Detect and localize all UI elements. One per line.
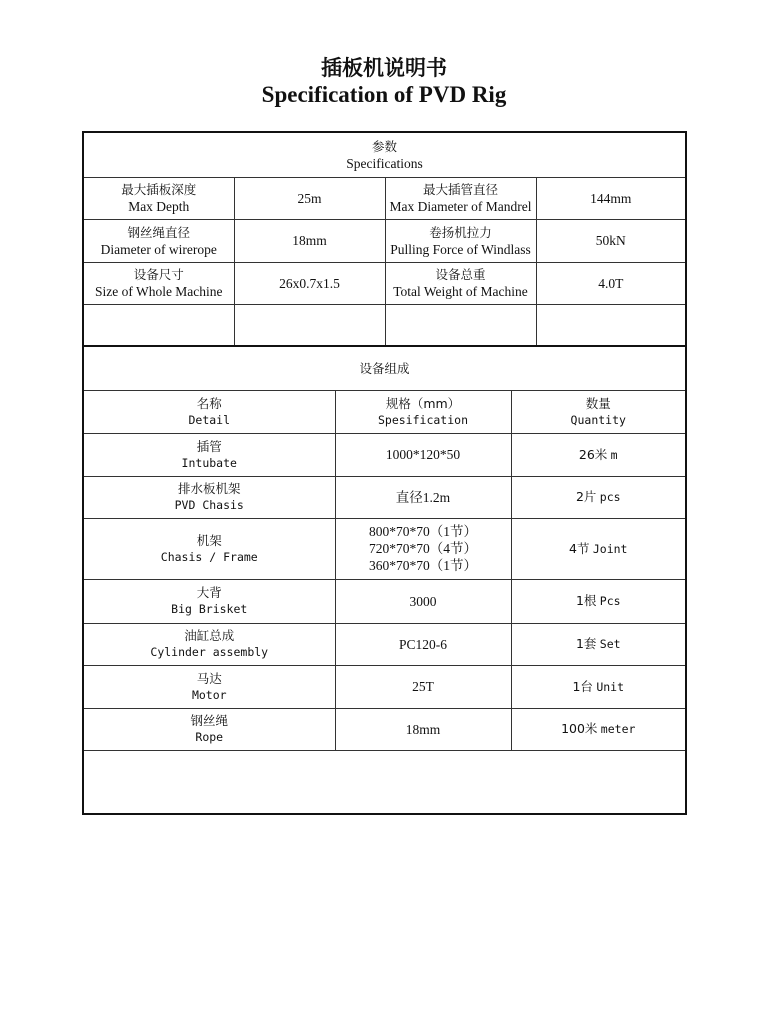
specifications-header [84, 133, 685, 177]
column-header-zh: 名称 [196, 395, 222, 411]
quantity-unit: m [610, 447, 618, 462]
component-name [84, 665, 335, 708]
component-spec [335, 708, 511, 750]
table-row [84, 665, 685, 708]
spec-value-text: 26x0.7x1.5 [279, 275, 340, 291]
spec-value [536, 219, 685, 262]
spec-value-text: 18mm [292, 233, 327, 248]
spec-label-en: Size of Whole Machine [94, 284, 223, 299]
spec-value-text: 25m [297, 190, 322, 206]
column-header-specification [335, 390, 511, 433]
table-row [84, 476, 685, 518]
component-name-en: Motor [191, 687, 227, 702]
component-name [84, 476, 335, 518]
empty-cell [234, 304, 385, 346]
component-name [84, 579, 335, 623]
column-header-zh: 数量 [585, 395, 611, 411]
quantity-number: 2片 [575, 489, 597, 504]
component-name-en: Chasis / Frame [160, 549, 258, 564]
component-spec [335, 623, 511, 665]
empty-cell [536, 304, 685, 346]
component-spec-line: 1000*120*50 [385, 447, 461, 462]
column-header-zh: 规格（mm） [385, 395, 461, 411]
components-table [84, 347, 685, 815]
spec-label-en: Pulling Force of Windlass [390, 241, 531, 257]
spec-value [234, 177, 385, 219]
component-spec [335, 476, 511, 518]
specifications-table [84, 133, 685, 347]
empty-cell [84, 750, 685, 815]
component-spec-line: 18mm [405, 721, 441, 737]
spec-value [234, 219, 385, 262]
components-empty-row [84, 750, 685, 815]
component-spec-line: 720*70*70（4节） [369, 541, 477, 556]
document-title-zh: 插板机说明书 [321, 56, 447, 80]
component-spec [335, 433, 511, 476]
spec-row [84, 177, 685, 219]
component-quantity [511, 708, 685, 750]
component-name-en: Cylinder assembly [150, 645, 269, 659]
component-quantity [511, 665, 685, 708]
column-header-detail [84, 390, 335, 433]
spec-value [234, 262, 385, 304]
spec-label [385, 219, 536, 262]
spec-label [84, 262, 234, 304]
column-header-en: Quantity [570, 412, 626, 427]
spec-value [536, 262, 685, 304]
specifications-header-zh: 参数 [372, 138, 398, 154]
spec-label-zh: 钢丝绳直径 [127, 224, 190, 240]
table-row [84, 579, 685, 623]
quantity-unit: Pcs [599, 594, 621, 608]
component-name [84, 433, 335, 476]
table-row [84, 623, 685, 665]
quantity-unit: Set [599, 637, 621, 651]
spec-label [385, 262, 536, 304]
component-name-zh: 插管 [196, 438, 222, 454]
component-name-en: Intubate [181, 455, 237, 470]
component-quantity [511, 518, 685, 579]
component-quantity [511, 579, 685, 623]
spec-value-text: 144mm [590, 190, 632, 206]
quantity-number: 1套 [575, 636, 597, 651]
component-spec [335, 579, 511, 623]
component-spec-line: PC120-6 [398, 636, 447, 652]
spec-value [536, 177, 685, 219]
column-header-en: Spesification [377, 412, 468, 427]
components-header-text: 设备组成 [359, 360, 410, 376]
empty-cell [385, 304, 536, 346]
document-title-en: Specification of PVD Rig [261, 82, 507, 107]
component-name-zh: 机架 [196, 532, 222, 548]
component-spec-line: 直径1.2m [395, 489, 451, 505]
component-spec [335, 518, 511, 579]
spec-row [84, 219, 685, 262]
spec-row [84, 262, 685, 304]
component-name-zh: 大背 [196, 585, 222, 600]
spec-value-text: 50kN [595, 233, 626, 248]
quantity-number: 4节 [569, 540, 590, 556]
spec-label-en: Diameter of wirerope [100, 241, 217, 257]
component-name-zh: 钢丝绳 [190, 713, 228, 728]
component-spec-line: 800*70*70（1节） [369, 524, 477, 539]
component-name [84, 518, 335, 579]
quantity-unit: Joint [592, 541, 628, 556]
component-name-zh: 油缸总成 [184, 628, 235, 643]
table-row [84, 708, 685, 750]
component-name-en: PVD Chasis [174, 498, 244, 512]
component-quantity [511, 476, 685, 518]
specifications-header-en: Specifications [346, 155, 423, 171]
quantity-number: 1台 [572, 678, 593, 694]
components-column-headers [84, 390, 685, 433]
table-row [84, 433, 685, 476]
component-name-zh: 排水板机架 [177, 481, 241, 496]
components-header [84, 347, 685, 390]
component-spec-line: 3000 [409, 593, 437, 609]
component-quantity [511, 623, 685, 665]
quantity-number: 1根 [575, 593, 597, 608]
component-name-en: Big Brisket [171, 602, 248, 616]
spec-label [84, 219, 234, 262]
spec-label-zh: 卷扬机拉力 [429, 224, 492, 240]
component-spec-line: 360*70*70（1节） [369, 558, 477, 573]
column-header-quantity [511, 390, 685, 433]
quantity-unit: pcs [599, 490, 621, 504]
empty-cell [84, 304, 234, 346]
spec-label-en: Total Weight of Machine [393, 284, 528, 299]
quantity-unit: meter [600, 722, 636, 736]
spec-label-zh: 最大插管直径 [422, 182, 498, 197]
component-quantity [511, 433, 685, 476]
spec-label [84, 177, 234, 219]
component-name-zh: 马达 [196, 670, 222, 686]
component-spec-line: 25T [412, 679, 434, 694]
specification-sheet [82, 131, 687, 815]
column-header-en: Detail [188, 412, 231, 427]
spec-value-text: 4.0T [598, 275, 624, 291]
spec-label-en: Max Diameter of Mandrel [389, 199, 532, 214]
quantity-unit: Unit [596, 679, 625, 694]
component-name-en: Rope [195, 730, 224, 744]
quantity-number: 100米 [561, 721, 598, 736]
spec-label-zh: 最大插板深度 [121, 182, 197, 197]
spec-label-en: Max Depth [128, 199, 190, 214]
spec-label-zh: 设备总重 [435, 267, 486, 282]
quantity-number: 26米 [578, 446, 608, 462]
component-spec [335, 665, 511, 708]
spec-label [385, 177, 536, 219]
component-name [84, 623, 335, 665]
spec-label-zh: 设备尺寸 [133, 267, 184, 282]
spec-empty-row [84, 304, 685, 346]
component-name [84, 708, 335, 750]
table-row [84, 518, 685, 579]
